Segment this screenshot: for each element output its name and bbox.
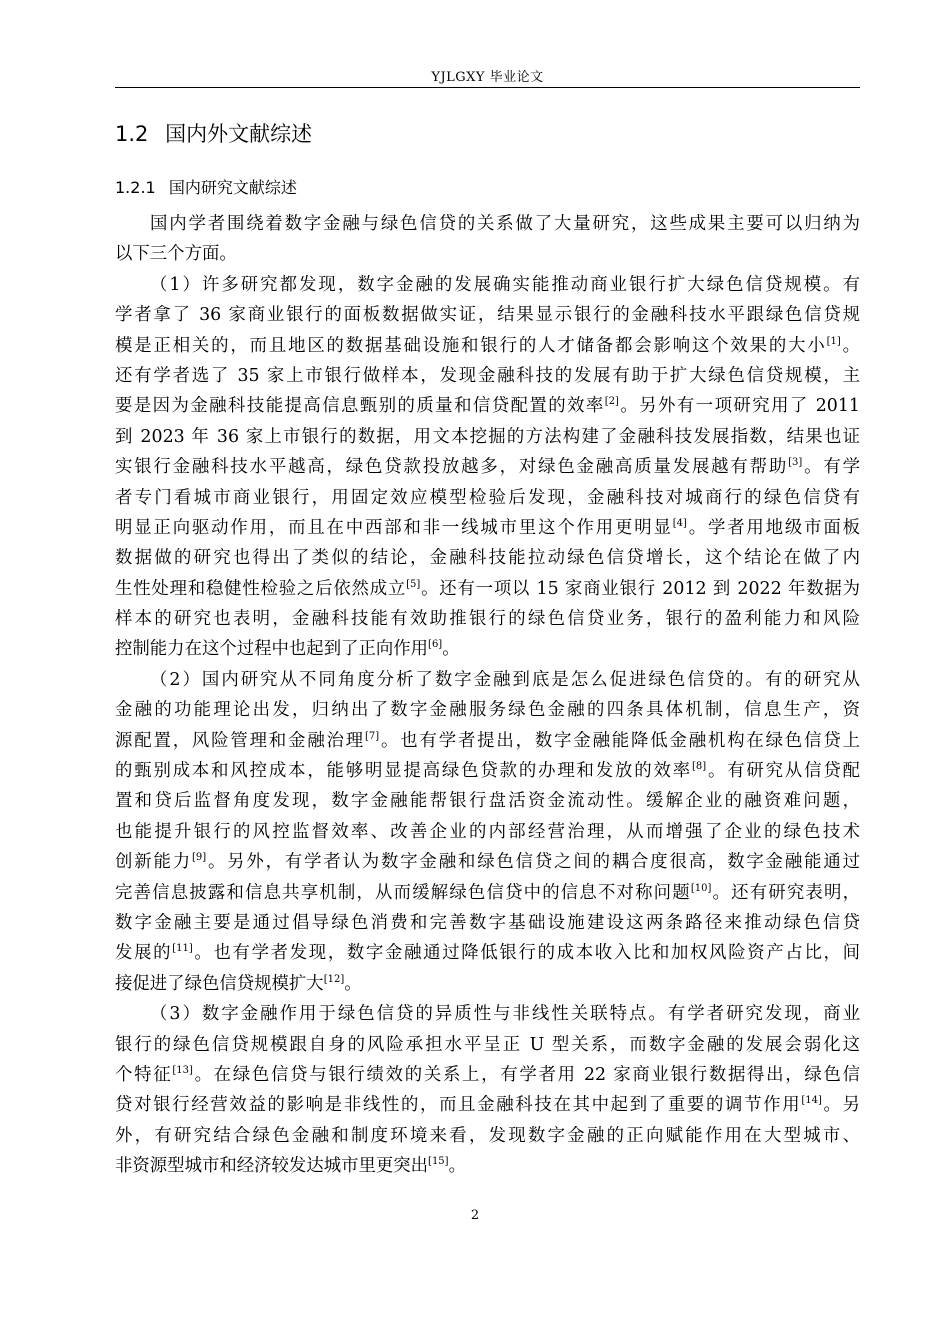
line-text-tail: 。 bbox=[840, 335, 860, 356]
line-text: 贷对银行经营效益的影响是非线性的，而且金融科技在其中起到了重要的调节作用 bbox=[115, 1095, 802, 1116]
text-line bbox=[115, 391, 860, 421]
line-text: 也能提升银行的风控监督效率、改善企业的内部经营治理，从而增强了企业的绿色技术 bbox=[115, 821, 860, 842]
line-text: 者专门看城市商业银行，用固定效应模型检验后发现，金融科技对城商行的绿色信贷有 bbox=[115, 487, 860, 508]
text-line bbox=[115, 331, 860, 361]
citation-ref: [10] bbox=[690, 882, 712, 894]
section-title: 国内外文献综述 bbox=[165, 122, 313, 146]
text-line bbox=[115, 513, 860, 543]
line-text-tail: 。有学 bbox=[802, 457, 860, 478]
text-line bbox=[115, 300, 860, 330]
citation-ref: [11] bbox=[172, 943, 193, 955]
text-line bbox=[115, 452, 860, 482]
citation-ref: [13] bbox=[172, 1064, 193, 1076]
line-text: 明显正向驱动作用，而且在中西部和非一线城市里这个作用更明显 bbox=[115, 517, 673, 538]
line-text: 接促进了绿色信贷规模扩大 bbox=[115, 973, 324, 994]
line-text-tail: 。也有学者发现，数字金融通过降低银行的成本收入比和加权风险资产占比，间 bbox=[192, 943, 860, 964]
line-text: 到 2023 年 36 家上市银行的数据，用文本挖掘的方法构建了金融科技发展指数，结果也证 bbox=[115, 426, 860, 447]
line-text-tail: 。有研究从信贷配 bbox=[706, 761, 860, 782]
line-text: 学者拿了 36 家商业银行的面板数据做实证，结果显示银行的金融科技水平跟绿色信贷规 bbox=[115, 305, 860, 326]
line-text: 创新能力 bbox=[115, 852, 192, 873]
line-text: 模是正相关的，而且地区的数据基础设施和银行的人才储备都会影响这个效果的大小 bbox=[115, 335, 827, 356]
text-line bbox=[115, 999, 860, 1029]
line-text-tail: 。 bbox=[448, 1156, 466, 1177]
line-text: 数字金融主要是通过倡导绿色消费和完善数字基础设施建设这两条路径来推动绿色信贷 bbox=[115, 912, 860, 933]
line-text: 还有学者选了 35 家上市银行做样本，发现金融科技的发展有助于扩大绿色信贷规模，主 bbox=[115, 365, 860, 386]
subsection-number: 1.2.1 bbox=[115, 178, 156, 197]
text-line bbox=[115, 239, 860, 269]
line-text: 控制能力在这个过程中也起到了正向作用 bbox=[115, 639, 429, 660]
section-number: 1.2 bbox=[115, 122, 149, 146]
line-text: 非资源型城市和经济较发达城市里更突出 bbox=[115, 1156, 429, 1177]
text-line bbox=[115, 422, 860, 452]
line-text: 以下三个方面。 bbox=[115, 244, 237, 265]
text-line bbox=[115, 1090, 860, 1120]
line-text: 金融的功能理论出发，归纳出了数字金融服务绿色金融的四条具体机制，信息生产，资 bbox=[115, 700, 860, 721]
text-line bbox=[115, 908, 860, 938]
text-line bbox=[115, 1151, 860, 1181]
text-line bbox=[115, 543, 860, 573]
line-text: 要是因为金融科技能提高信息甄别的质量和信贷配置的效率 bbox=[115, 396, 605, 417]
subsection-title: 国内研究文献综述 bbox=[168, 178, 297, 197]
citation-ref: [3] bbox=[788, 457, 803, 469]
line-text: （3）数字金融作用于绿色信贷的异质性与非线性关联特点。有学者研究发现，商业 bbox=[150, 1004, 860, 1025]
line-text: 发展的 bbox=[115, 943, 173, 964]
line-text: （1）许多研究都发现，数字金融的发展确实能推动商业银行扩大绿色信贷规模。有 bbox=[150, 274, 860, 295]
body-text bbox=[115, 209, 860, 1182]
line-text-tail: 。还有一项以 15 家商业银行 2012 到 2022 年数据为 bbox=[420, 578, 860, 599]
citation-ref: [9] bbox=[191, 852, 207, 864]
text-line bbox=[115, 483, 860, 513]
text-line bbox=[115, 1121, 860, 1151]
line-text: 样本的研究也表明，金融科技能有效助推银行的绿色信贷业务，银行的盈利能力和风险 bbox=[115, 609, 860, 630]
citation-ref: [5] bbox=[406, 578, 421, 590]
section-heading bbox=[115, 118, 312, 148]
line-text: 数据做的研究也得出了类似的结论，金融科技能拉动绿色信贷增长，这个结论在做了内 bbox=[115, 548, 860, 569]
line-text: （2）国内研究从不同角度分析了数字金融到底是怎么促进绿色信贷的。有的研究从 bbox=[150, 669, 860, 690]
subsection-heading bbox=[115, 175, 297, 198]
text-line bbox=[115, 786, 860, 816]
line-text: 个特征 bbox=[115, 1064, 173, 1085]
text-line bbox=[115, 726, 860, 756]
line-text-tail: 。也有学者提出，数字金融能降低金融机构在绿色信贷上 bbox=[379, 730, 860, 751]
text-line bbox=[115, 938, 860, 968]
text-line bbox=[115, 1030, 860, 1060]
text-line bbox=[115, 665, 860, 695]
text-line bbox=[115, 695, 860, 725]
line-text-tail: 。在绿色信贷与银行绩效的关系上，有学者用 22 家商业银行数据得出，绿色信 bbox=[192, 1064, 860, 1085]
line-text-tail: 。 bbox=[442, 639, 460, 660]
line-text-tail: 。还有研究表明， bbox=[711, 882, 860, 903]
line-text: 实银行金融科技水平越高，绿色贷款投放越多，对绿色金融高质量发展越有帮助 bbox=[115, 457, 789, 478]
text-line bbox=[115, 270, 860, 300]
citation-ref: [14] bbox=[801, 1095, 822, 1107]
line-text: 外，有研究结合绿色金融和制度环境来看，发现数字金融的正向赋能作用在大型城市、 bbox=[115, 1125, 860, 1146]
citation-ref: [4] bbox=[672, 517, 687, 529]
line-text-tail: 。另 bbox=[821, 1095, 860, 1116]
line-text-tail: 。另外，有学者认为数字金融和绿色信贷之间的耦合度很高，数字金融能通过 bbox=[206, 852, 860, 873]
citation-ref: [12] bbox=[323, 973, 345, 985]
line-text: 国内学者围绕着数字金融与绿色信贷的关系做了大量研究，这些成果主要可以归纳为 bbox=[150, 214, 860, 234]
line-text: 的甄别成本和风控成本，能够明显提高绿色贷款的办理和发放的效率 bbox=[115, 761, 692, 782]
citation-ref: [2] bbox=[604, 396, 619, 408]
header-divider bbox=[115, 87, 860, 88]
page-number: 2 bbox=[470, 1208, 480, 1223]
text-line bbox=[115, 756, 860, 786]
text-line bbox=[115, 878, 860, 908]
line-text: 完善信息披露和信息共享机制，从而缓解绿色信贷中的信息不对称问题 bbox=[115, 882, 691, 903]
citation-ref: [8] bbox=[691, 761, 707, 773]
page-header: YJLGXY 毕业论文 bbox=[431, 70, 544, 85]
text-line bbox=[115, 847, 860, 877]
line-text-tail: 。学者用地级市面板 bbox=[686, 517, 860, 538]
citation-ref: [15] bbox=[428, 1156, 449, 1168]
text-line bbox=[115, 817, 860, 847]
citation-ref: [7] bbox=[365, 730, 380, 742]
text-line bbox=[115, 969, 860, 999]
line-text: 置和贷后监督角度发现，数字金融能帮银行盘活资金流动性。缓解企业的融资难问题， bbox=[115, 791, 860, 812]
text-line bbox=[115, 361, 860, 391]
text-line bbox=[115, 574, 860, 604]
citation-ref: [6] bbox=[428, 639, 443, 651]
line-text: 银行的绿色信贷规模跟自身的风险承担水平呈正 U 型关系，而数字金融的发展会弱化这 bbox=[115, 1034, 860, 1055]
text-line bbox=[115, 209, 860, 239]
citation-ref: [1] bbox=[826, 335, 841, 347]
line-text: 源配置，风险管理和金融治理 bbox=[115, 730, 366, 751]
text-line bbox=[115, 1060, 860, 1090]
line-text-tail: 。另外有一项研究用了 2011 bbox=[618, 396, 860, 417]
text-line bbox=[115, 604, 860, 634]
line-text: 生性处理和稳健性检验之后依然成立 bbox=[115, 578, 407, 599]
text-line bbox=[115, 634, 860, 664]
line-text-tail: 。 bbox=[344, 973, 362, 994]
